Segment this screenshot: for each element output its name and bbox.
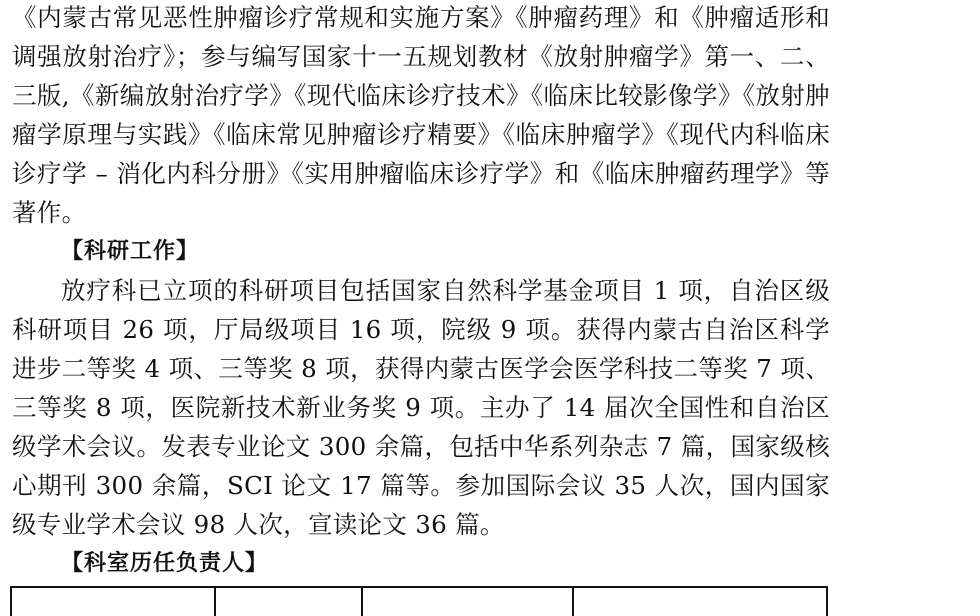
research-heading: 【科研工作】 xyxy=(61,239,200,264)
table-header-cell xyxy=(215,587,361,616)
intro-paragraph: 《内蒙古常见恶性肿瘤诊疗常规和实施方案》《肿瘤药理》和《肿瘤适形和调强放射治疗》；参与编写国家十一五规划教材《放射肿瘤学》第一、二、三版,《新编放射治疗学》《现代临床诊疗技术》《临床比较影像学》《放射肿瘤学原理与实践》《临床常见肿瘤诊疗精要》《临床肿瘤学》《现代内科临床诊疗学 – 消化内科分册》《实用肿瘤临床诊疗学》和《临床肿瘤药理学》等著作。 xyxy=(12,3,830,227)
leaders-table xyxy=(10,586,828,616)
research-paragraph: 放疗科已立项的科研项目包括国家自然科学基金项目 1 项，自治区级科研项目 26 项，厅局级项目 16 项，院级 9 项。获得内蒙古自治区科学进步二等奖 4 项、三等奖 8 项，获得内蒙古医学会医学科技二等奖 7 项、三等奖 8 项，医院新技术新业务奖 9 项。主办了 14 届次全国性和自治区级学术会议。发表专业论文 300 余篇，包括中华系列杂志 7 篇，国家级核心期刊 300 余篇，SCI 论文 17 篇等。参加国际会议 35 人次，国内国家级专业学术会议 98 人次，宣读论文 36 篇。 xyxy=(12,276,830,539)
leaders-heading: 【科室历任负责人】 xyxy=(61,551,269,576)
table-header-row xyxy=(11,587,827,616)
table-header-cell xyxy=(362,587,573,616)
leaders-table-top xyxy=(10,586,830,616)
table-header-cell xyxy=(573,587,827,616)
document-page xyxy=(12,0,830,583)
table-header-cell xyxy=(11,587,215,616)
